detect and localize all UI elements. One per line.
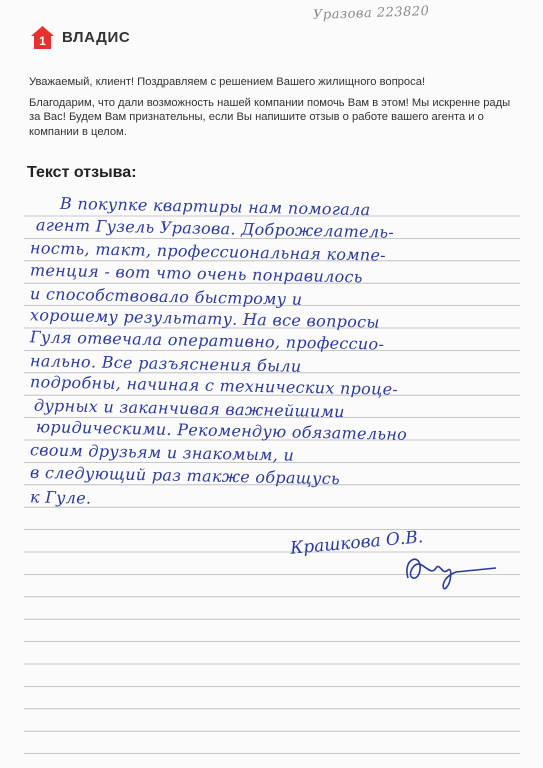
handwritten-line: дурных и заканчивая важнейшими: [33, 395, 345, 421]
handwritten-line: В покупке квартиры нам помогала: [59, 193, 371, 220]
handwritten-line: своим друзьям и знакомым, и: [29, 440, 295, 466]
signature-name: Крашкова О.В.: [289, 527, 424, 559]
stamp: Уразова 223820: [312, 3, 430, 24]
handwritten-line: нально. Все разъяснения были: [29, 350, 302, 376]
handwritten-line: агент Гузель Уразова. Доброжелатель-: [35, 215, 395, 243]
handwritten-line: юридическими. Рекомендую обязательно: [35, 417, 408, 444]
thanks-text: Благодарим, что дали возможность нашей компании помочь Вам в этом! Мы искренне рады за Вас! Будем Вам признательны, если Вы напишите отзыв о работе вашего агента и о компании в целом.: [29, 96, 511, 138]
handwritten-line: и способствовало быстрому и: [29, 283, 303, 309]
handwritten-line: хорошему результату. На все вопросы: [29, 305, 380, 332]
handwritten-line: ность, такт, профессиональная компе-: [29, 238, 387, 265]
handwritten-line: Гуля отвечала оперативно, профессио-: [29, 327, 385, 355]
brand-name: ВЛАДИС: [62, 29, 131, 46]
greeting-text: Уважаемый, клиент! Поздравляем с решением Вашего жилищного вопроса!: [29, 76, 426, 88]
handwritten-line: тенция - вот что очень понравилось: [29, 260, 363, 287]
handwritten-line: подробны, начиная с технических проце-: [29, 372, 399, 400]
review-section-title: Текст отзыва:: [27, 164, 137, 181]
signature-mark: [400, 548, 510, 593]
handwritten-line: в следующий раз также обращусь: [29, 462, 341, 489]
handwritten-line: к Гуле.: [29, 487, 92, 508]
logo-digit: 1: [39, 34, 46, 48]
